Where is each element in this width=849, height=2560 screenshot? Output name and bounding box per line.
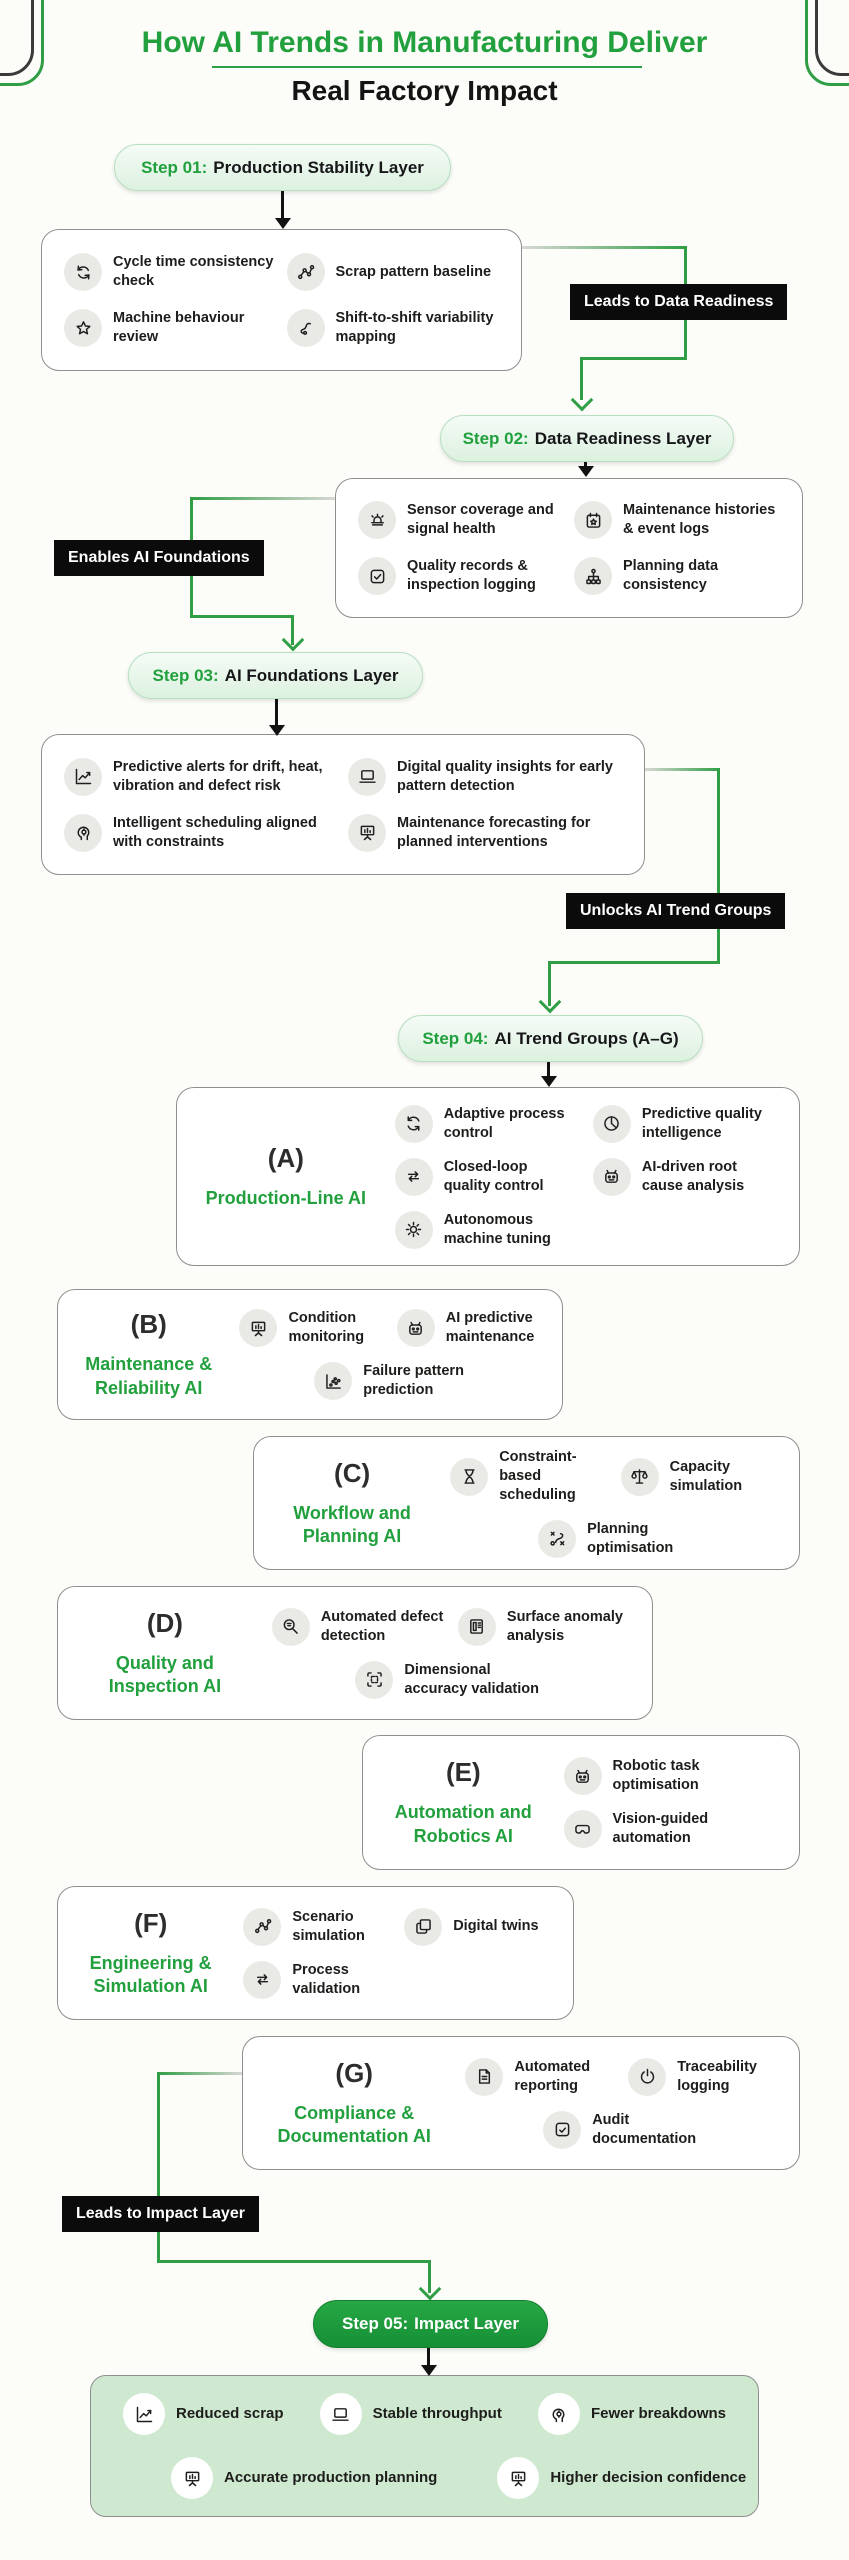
item-text: Accurate production planning [224,2469,438,2487]
list-item [404,1908,559,1946]
step-03-label: Step 03: [152,665,219,685]
item-text: Planning optimisation [587,1520,674,1556]
item-text: Scenario simulation [292,1908,365,1944]
list-item [450,1448,614,1505]
group-letter: (A) [267,1142,304,1173]
page-title: How AI Trends in Manufacturing Deliver [141,26,708,59]
group-letter: (G) [335,2057,373,2088]
group-g-items [465,2042,799,2165]
group-c-items [450,1432,799,1574]
group-letter: (E) [445,1757,481,1788]
list-item [355,1661,554,1699]
page-subtitle: Real Factory Impact [291,75,558,106]
connector-arrowhead [419,2278,442,2301]
connector-arrowhead [571,389,594,412]
list-item [497,2457,746,2499]
step-02-label: Step 02: [462,428,529,448]
flow-arrowhead [275,218,291,229]
list-item [395,1105,587,1143]
item-text: Digital twins [453,1918,539,1935]
head-profile-icon [538,2393,580,2435]
step-03-pill [128,652,423,699]
step-03-title: AI Foundations Layer [224,665,399,685]
list-item [272,1608,452,1646]
title-divider [212,66,642,68]
item-text: Robotic task optimisation [612,1758,700,1793]
group-name: Workflow and Planning AI [293,1502,411,1546]
list-item [243,1961,398,1999]
list-item [348,758,622,796]
hourglass-icon [450,1458,488,1496]
flow-arrow [275,697,278,726]
group-b-box [57,1289,563,1420]
item-text: Predictive alerts for drift, heat, vibration and defect risk [113,758,323,794]
list-item [348,814,622,852]
list-item [287,253,500,291]
group-d-heading [58,1608,272,1699]
step-02-title: Data Readiness Layer [534,428,712,448]
group-b-heading [58,1309,239,1400]
list-item [64,814,338,852]
step-02-pill [440,415,734,462]
power-icon [628,2058,666,2096]
item-text: Constraint-based scheduling [499,1449,577,1503]
step-01-label: Step 01: [141,157,208,177]
item-text: Maintenance forecasting for planned interventions [397,814,591,850]
vr-goggles-icon [564,1810,602,1848]
item-text: Stable throughput [372,2405,502,2423]
step-05-title: Impact Layer [414,2314,520,2333]
laptop-icon [348,758,386,796]
group-f-box [57,1886,574,2020]
item-text: Higher decision confidence [550,2469,747,2487]
impact-row-1 [119,2393,730,2435]
robot-icon [593,1158,631,1196]
item-text: Digital quality insights for early pattern detection [397,758,613,794]
list-item [538,1520,697,1558]
report-doc-icon [465,2058,503,2096]
item-text: Automated reporting [514,2058,591,2094]
scales-icon [621,1458,659,1496]
list-item [538,2393,726,2435]
list-item [458,1608,638,1646]
item-text: AI predictive maintenance [445,1310,535,1345]
connector-label-data-readiness: Leads to Data Readiness [570,284,787,320]
connector-line [157,2072,242,2075]
list-item [320,2393,502,2435]
robot-face-icon [397,1309,435,1347]
list-item [287,309,500,347]
layers-icon [404,1908,442,1946]
list-item [358,557,564,595]
easel-chart-icon [497,2457,539,2499]
checkbox-icon [358,557,396,595]
connector-line [580,357,687,360]
group-letter: (B) [130,1309,167,1340]
easel-chart-icon [171,2457,213,2499]
list-item [621,1458,785,1496]
group-name: Automation and Robotics AI [394,1802,532,1846]
head-profile-icon [64,814,102,852]
item-text: Maintenance histories & event logs [623,502,776,537]
connector-line [717,768,720,964]
list-item [593,1105,785,1143]
laptop-icon [320,2393,362,2435]
list-item [64,309,277,347]
list-item [395,1158,587,1196]
robot-face-icon [564,1757,602,1795]
item-text: Audit documentation [592,2111,697,2147]
item-text: Failure pattern prediction [363,1363,464,1398]
list-item [465,2058,622,2096]
group-letter: (F) [134,1907,168,1938]
data-readiness-box [335,478,803,618]
list-item [564,1757,785,1795]
magnifier-icon [272,1608,310,1646]
group-e-heading [363,1757,564,1848]
group-letter: (C) [334,1457,371,1488]
connector-line [645,768,720,771]
group-name: Production-Line AI [205,1187,366,1208]
step-04-title: AI Trend Groups (A–G) [494,1028,679,1048]
step-04-pill [398,1015,703,1062]
group-name: Engineering & Simulation AI [89,1952,212,1996]
connector-line [190,497,335,500]
step-04-label: Step 04: [422,1028,489,1048]
group-b-items [239,1293,562,1416]
node-graph-icon [243,1908,281,1946]
doc-scan-icon [458,1608,496,1646]
trend-chart-icon [64,758,102,796]
gear-icon [395,1211,433,1249]
item-text: Predictive quality intelligence [641,1105,762,1141]
item-text: Fewer breakdowns [590,2405,726,2423]
group-g-heading [243,2058,465,2149]
item-text: Surface anomaly analysis [506,1608,623,1644]
group-c-heading [254,1458,450,1549]
production-stability-box [41,229,522,371]
item-text: Process validation [292,1961,361,1997]
flow-arrow [281,191,284,219]
item-text: Dimensional accuracy validation [404,1661,539,1697]
group-name: Quality and Inspection AI [108,1652,222,1696]
list-item [64,758,338,796]
item-text: Automated defect detection [320,1608,444,1644]
easel-chart-icon [348,814,386,852]
step-05-pill [313,2300,548,2348]
step-01-pill [114,144,451,191]
list-item [314,1362,473,1400]
refresh-icon [395,1105,433,1143]
item-text: Condition monitoring [288,1310,365,1345]
group-f-heading [58,1908,243,1999]
item-text: Planning data consistency [623,558,719,593]
connector-label-impact: Leads to Impact Layer [62,2196,259,2232]
scatter-plot-icon [314,1362,352,1400]
impact-layer-box [90,2375,759,2517]
flow-arrowhead [578,466,594,477]
item-text: Sensor coverage and signal health [407,502,554,537]
strategy-icon [538,1520,576,1558]
list-item [243,1908,398,1946]
trend-chart-icon [123,2393,165,2435]
connector-line [522,246,685,249]
item-text: Adaptive process control [443,1105,565,1141]
flow-arrowhead [269,725,285,736]
connector-label-trend-groups: Unlocks AI Trend Groups [566,893,785,929]
list-item [123,2393,284,2435]
list-item [64,253,277,291]
item-text: Quality records & inspection logging [407,558,536,593]
group-f-items [243,1892,573,2015]
list-item [574,501,780,539]
item-text: Vision-guided automation [612,1811,709,1846]
flow-arrowhead [541,1076,557,1087]
process-loop-icon [243,1961,281,1999]
loop-arrows-icon [395,1158,433,1196]
group-d-items [272,1592,652,1715]
audit-check-icon [543,2111,581,2149]
item-text: Intelligent scheduling aligned with constraints [113,814,317,850]
calendar-event-icon [574,501,612,539]
flow-arrow [427,2346,430,2367]
item-text: Closed-loop quality control [443,1158,544,1194]
easel-chart-icon [239,1309,277,1347]
list-item [628,2058,785,2096]
item-text: Scrap pattern baseline [335,263,492,280]
item-text: Capacity simulation [669,1458,743,1494]
connector-line [157,2072,160,2263]
group-c-box [253,1436,800,1570]
list-item [564,1810,785,1848]
group-name: Compliance & Documentation AI [277,2102,431,2146]
flow-arrowhead [421,2365,437,2376]
group-a-items [395,1089,799,1265]
list-item [543,2111,707,2149]
list-item [395,1211,587,1249]
connector-arrowhead [282,629,305,652]
item-text: AI-driven root cause analysis [641,1158,745,1194]
list-item [574,557,780,595]
group-e-box [362,1735,800,1870]
ai-foundations-box [41,734,645,875]
connector-line [548,961,720,964]
list-item [239,1309,390,1347]
step-05-label: Step 05: [341,2314,409,2333]
connector-label-ai-foundations: Enables AI Foundations [54,540,264,576]
crop-frame-icon [355,1661,393,1699]
item-text: Reduced scrap [176,2405,284,2423]
donut-chart-icon [593,1105,631,1143]
connector-arrowhead [539,991,562,1014]
star-icon [64,309,102,347]
item-text: Shift-to-shift variability mapping [335,310,494,345]
group-name: Maintenance & Reliability AI [85,1354,213,1398]
wave-icon [287,309,325,347]
list-item [593,1158,785,1196]
item-text: Autonomous machine tuning [443,1211,551,1247]
group-d-box [57,1586,653,1720]
list-item [171,2457,437,2499]
item-text: Machine behaviour review [113,310,245,345]
list-item [397,1309,548,1347]
group-letter: (D) [146,1607,183,1638]
impact-row-2 [119,2457,747,2499]
siren-icon [358,501,396,539]
group-g-box [242,2036,800,2170]
list-item [358,501,564,539]
recycle-icon [64,253,102,291]
hierarchy-icon [574,557,612,595]
group-a-box [176,1087,800,1266]
node-graph-icon [287,253,325,291]
item-text: Traceability logging [677,2058,757,2094]
connector-line [190,615,294,618]
item-text: Cycle time consistency check [113,254,274,289]
group-e-items [564,1741,799,1864]
connector-line [157,2260,431,2263]
group-a-heading [177,1143,395,1210]
step-01-title: Production Stability Layer [213,157,424,177]
